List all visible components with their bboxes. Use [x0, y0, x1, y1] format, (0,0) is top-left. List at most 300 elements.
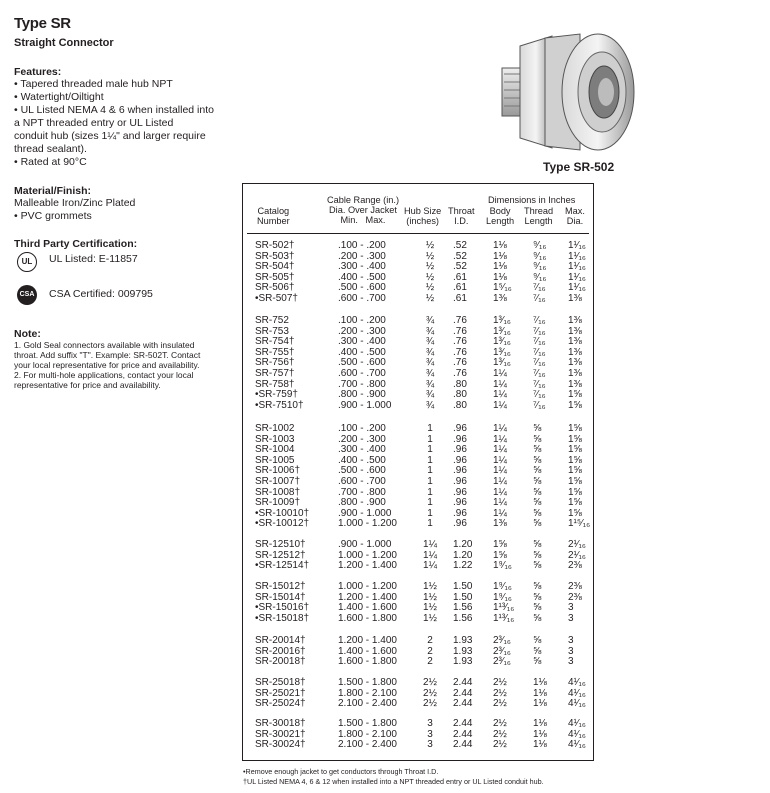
catalog-number-cell: SR-1007† — [255, 476, 301, 487]
body-length-cell: 1⁵⁄₁₆ — [493, 282, 512, 294]
catalog-number-cell: SR-1009† — [255, 497, 301, 509]
max-dia-cell: 1⅝ — [568, 507, 582, 519]
csa-certification — [17, 285, 153, 305]
catalog-number-cell: SR-20018† — [255, 656, 306, 668]
thread-length-cell: ⁷⁄₁₆ — [533, 357, 546, 369]
thread-length-cell: ⅝ — [533, 433, 542, 445]
throat-id-cell: 1.93 — [453, 656, 473, 668]
cable-range-cell: .100 - .200 — [338, 423, 386, 434]
thread-length-cell: ⅝ — [533, 497, 542, 509]
throat-id-cell: 2.44 — [453, 677, 473, 688]
feature-line: • Tapered threaded male hub NPT — [14, 78, 173, 90]
cable-range-cell: .600 - .700 — [338, 293, 386, 304]
body-length-cell: 1⅜ — [493, 518, 507, 530]
thread-length-cell: 1⅛ — [533, 687, 547, 699]
throat-id-cell: .96 — [453, 433, 467, 445]
table-row — [243, 316, 593, 327]
cable-range-cell: .400 - .500 — [338, 454, 386, 466]
thread-length-cell: ⅝ — [533, 476, 542, 487]
catalog-number-cell: SR-752 — [255, 315, 289, 326]
hub-size-cell: 1 — [427, 497, 433, 509]
throat-id-cell: 1.50 — [453, 581, 473, 592]
hub-size-cell: 1½ — [423, 612, 437, 624]
max-dia-cell: 3 — [568, 602, 574, 614]
catalog-number-cell: SR-12510† — [255, 539, 306, 550]
max-dia-cell: 4¹⁄₁₆ — [568, 687, 586, 699]
throat-id-cell: .76 — [453, 357, 467, 369]
throat-id-cell: .96 — [453, 476, 467, 487]
hub-size-cell: 2½ — [423, 677, 437, 688]
table-row — [243, 740, 593, 751]
hub-size-cell: ½ — [425, 271, 435, 283]
throat-id-cell: 1.20 — [453, 539, 473, 550]
body-length-cell: 1³⁄₁₆ — [493, 336, 511, 348]
max-dia-cell: 1¹⁄₁₆ — [568, 282, 586, 294]
note-line: your local representative for price and availability. — [14, 360, 200, 370]
body-length-cell: 1¼ — [493, 486, 507, 498]
note-list — [14, 340, 239, 390]
note-line: throat. Add suffix "T". Example: SR-502T. Contact — [14, 350, 201, 360]
thread-length-cell: ⁷⁄₁₆ — [533, 282, 546, 294]
max-dia-cell: 1⅝ — [568, 399, 582, 411]
body-length-cell: 1⁹⁄₁₆ — [493, 581, 512, 592]
cable-range-cell: .100 - .200 — [338, 240, 386, 251]
cable-range-cell: 1.200 - 1.400 — [338, 591, 397, 603]
table-row — [243, 699, 593, 710]
body-length-cell: 1⅝ — [493, 549, 507, 561]
throat-id-cell: .80 — [453, 378, 467, 390]
hub-size-cell: 1¼ — [423, 549, 437, 561]
body-length-cell: 1⁹⁄₁₆ — [493, 560, 512, 572]
throat-id-cell: .61 — [453, 271, 467, 283]
max-dia-cell: 1⅝ — [568, 486, 582, 498]
max-dia-cell: 4¹⁄₁₆ — [568, 698, 586, 710]
table-row — [243, 294, 593, 305]
max-dia-cell: 1⅜ — [568, 336, 582, 348]
body-length-cell: 1³⁄₁₆ — [493, 346, 511, 358]
table-row — [243, 582, 593, 593]
body-length-cell: 1¼ — [493, 454, 507, 466]
feature-line: thread sealant). — [14, 143, 87, 155]
table-row — [243, 519, 593, 530]
throat-id-cell: .52 — [453, 250, 467, 262]
throat-id-cell: 2.44 — [453, 718, 473, 729]
catalog-number-cell: SR-30021† — [255, 728, 306, 740]
max-dia-cell: 1⅜ — [568, 368, 582, 379]
catalog-number-cell: SR-30024† — [255, 739, 306, 751]
catalog-number-cell: •SR-15016† — [255, 602, 310, 614]
thread-length-cell: ⅝ — [533, 444, 542, 456]
hub-size-cell: 1 — [427, 476, 433, 487]
hub-size-cell: ½ — [425, 293, 435, 304]
max-dia-cell: 1⅝ — [568, 476, 582, 487]
cable-range-cell: 1.800 - 2.100 — [338, 687, 397, 699]
thread-length-cell: 1⅛ — [533, 728, 547, 740]
body-length-cell: 1¼ — [493, 389, 507, 401]
max-dia-cell: 2⅜ — [568, 591, 582, 603]
hub-size-cell: ¾ — [425, 389, 435, 401]
throat-id-cell: .52 — [453, 240, 467, 251]
body-length-cell: 2½ — [493, 698, 507, 710]
hub-size-cell: ¾ — [425, 357, 435, 369]
max-dia-cell: 1⅜ — [568, 315, 582, 326]
throat-id-cell: .76 — [453, 368, 467, 379]
cable-range-cell: 1.600 - 1.800 — [338, 612, 397, 624]
body-length-cell: 1³⁄₁₆ — [493, 357, 511, 369]
throat-id-cell: .80 — [453, 389, 467, 401]
thread-length-cell: 1⅛ — [533, 677, 547, 688]
hub-size-cell: ½ — [425, 240, 435, 251]
catalog-number-cell: •SR-7510† — [255, 399, 304, 411]
hub-size-cell: 3 — [427, 739, 433, 751]
thread-length-cell: ⅝ — [533, 560, 542, 572]
thread-length-cell: ⅝ — [533, 518, 542, 530]
thread-length-cell: ⁷⁄₁₆ — [533, 293, 546, 304]
catalog-number-cell: SR-1004 — [255, 444, 295, 456]
thread-length-cell: 1⅛ — [533, 718, 547, 729]
header-hub-size: Hub Size (inches) — [404, 206, 442, 226]
hub-size-cell: 1 — [427, 518, 433, 530]
hub-size-cell: ½ — [425, 282, 435, 294]
max-dia-cell: 1¹⁄₁₆ — [568, 250, 586, 262]
thread-length-cell: ⅝ — [533, 486, 542, 498]
catalog-number-cell: SR-15014† — [255, 591, 306, 603]
catalog-number-cell: SR-1006† — [255, 465, 301, 477]
body-length-cell: 2½ — [493, 739, 507, 751]
hub-size-cell: ½ — [425, 261, 435, 273]
body-length-cell: 2½ — [493, 677, 507, 688]
thread-length-cell: 1⅛ — [533, 698, 547, 710]
throat-id-cell: .96 — [453, 465, 467, 477]
cable-range-cell: 1.000 - 1.200 — [338, 549, 397, 561]
catalog-number-cell: SR-504† — [255, 261, 295, 273]
max-dia-cell: 4¹⁄₁₆ — [568, 739, 586, 751]
body-length-cell: 1¼ — [493, 476, 507, 487]
throat-id-cell: 1.20 — [453, 549, 473, 561]
throat-id-cell: 2.44 — [453, 687, 473, 699]
hub-size-cell: 1 — [427, 423, 433, 434]
note-line: representative for price and availability. — [14, 380, 161, 390]
throat-id-cell: .61 — [453, 293, 467, 304]
catalog-number-cell: •SR-10010† — [255, 507, 310, 519]
max-dia-cell: 1⅜ — [568, 346, 582, 358]
throat-id-cell: .96 — [453, 454, 467, 466]
feature-line: • UL Listed NEMA 4 & 6 when installed into — [14, 104, 214, 116]
max-dia-cell: 1⅝ — [568, 433, 582, 445]
table-row — [243, 719, 593, 730]
table-row — [243, 678, 593, 689]
hub-size-cell: 1½ — [423, 602, 437, 614]
cable-range-cell: .700 - .800 — [338, 378, 386, 390]
max-dia-cell: 4¹⁄₁₆ — [568, 728, 586, 740]
throat-id-cell: .96 — [453, 518, 467, 530]
body-length-cell: 2½ — [493, 718, 507, 729]
feature-line: • Rated at 90°C — [14, 156, 87, 168]
cable-range-cell: .200 - .300 — [338, 433, 386, 445]
page-title: Type SR — [14, 15, 71, 32]
throat-id-cell: 1.22 — [453, 560, 473, 572]
features-list — [14, 78, 239, 169]
feature-line: conduit hub (sizes 1¼" and larger require — [14, 130, 206, 142]
thread-length-cell: ⅝ — [533, 423, 542, 434]
catalog-number-cell: SR-1002 — [255, 423, 295, 434]
max-dia-cell: 4¹⁄₁₆ — [568, 718, 586, 729]
max-dia-cell: 2¹⁄₁₆ — [568, 549, 586, 561]
header-body-length: Body Length — [486, 206, 515, 226]
csa-logo-icon: CSA — [17, 285, 37, 305]
body-length-cell: 1⅛ — [493, 250, 507, 262]
throat-id-cell: 2.44 — [453, 739, 473, 751]
thread-length-cell: ⅝ — [533, 591, 542, 603]
max-dia-cell: 1⅜ — [568, 293, 582, 304]
body-length-cell: 1⅛ — [493, 271, 507, 283]
hub-size-cell: ¾ — [425, 378, 435, 390]
material-line: • PVC grommets — [14, 210, 92, 222]
catalog-number-cell: SR-20016† — [255, 645, 306, 657]
cable-range-cell: 1.800 - 2.100 — [338, 728, 397, 740]
thread-length-cell: ⁷⁄₁₆ — [533, 346, 546, 358]
catalog-number-cell: SR-506† — [255, 282, 295, 294]
cable-range-cell: .600 - .700 — [338, 368, 386, 379]
max-dia-cell: 1¹⁄₁₆ — [568, 240, 586, 251]
hub-size-cell: 1 — [427, 444, 433, 456]
thread-length-cell: 1⅛ — [533, 739, 547, 751]
hub-size-cell: 1 — [427, 465, 433, 477]
table-row — [243, 540, 593, 551]
cable-range-cell: .600 - .700 — [338, 476, 386, 487]
body-length-cell: 1¼ — [493, 465, 507, 477]
body-length-cell: 1³⁄₁₆ — [493, 315, 511, 326]
table-row — [243, 561, 593, 572]
thread-length-cell: ⅝ — [533, 645, 542, 657]
thread-length-cell: ⅝ — [533, 581, 542, 592]
cable-range-cell: .400 - .500 — [338, 271, 386, 283]
throat-id-cell: .96 — [453, 486, 467, 498]
catalog-number-cell: •SR-507† — [255, 293, 298, 304]
body-length-cell: 1¼ — [493, 399, 507, 411]
catalog-number-cell: SR-25021† — [255, 687, 306, 699]
throat-id-cell: .76 — [453, 346, 467, 358]
throat-id-cell: .96 — [453, 444, 467, 456]
cable-range-cell: .100 - .200 — [338, 315, 386, 326]
body-length-cell: 1¹³⁄₁₆ — [493, 602, 515, 614]
header-dimensions: Dimensions in Inches — [488, 195, 576, 205]
throat-id-cell: 1.93 — [453, 645, 473, 657]
hub-size-cell: 1¼ — [423, 539, 437, 550]
table-row — [243, 657, 593, 668]
catalog-number-cell: •SR-15018† — [255, 612, 310, 624]
csa-certified-text: CSA Certified: 009795 — [49, 288, 153, 300]
max-dia-cell: 1¹⁵⁄₁₆ — [568, 518, 591, 530]
max-dia-cell: 1¹⁄₁₆ — [568, 271, 586, 283]
body-length-cell: 2³⁄₁₆ — [493, 645, 511, 657]
header-thread-length: Thread Length — [524, 206, 554, 226]
catalog-number-cell: SR-502† — [255, 240, 295, 251]
thread-length-cell: ⁹⁄₁₆ — [533, 271, 547, 283]
body-length-cell: 1¼ — [493, 444, 507, 456]
body-length-cell: 1¼ — [493, 497, 507, 509]
cable-range-cell: .500 - .600 — [338, 357, 386, 369]
material-line: Malleable Iron/Zinc Plated — [14, 197, 136, 209]
hub-size-cell: 3 — [427, 728, 433, 740]
max-dia-cell: 1⅝ — [568, 497, 582, 509]
ul-listed-text: UL Listed: E-11857 — [49, 253, 138, 265]
hub-size-cell: 1 — [427, 486, 433, 498]
max-dia-cell: 3 — [568, 656, 574, 668]
cable-range-cell: .200 - .300 — [338, 325, 386, 337]
cable-range-cell: 1.500 - 1.800 — [338, 718, 397, 729]
catalog-number-cell: SR-12512† — [255, 549, 306, 561]
cable-range-cell: .500 - .600 — [338, 465, 386, 477]
note-heading: Note: — [14, 328, 41, 340]
catalog-number-cell: SR-15012† — [255, 581, 306, 592]
catalog-number-cell: SR-757† — [255, 368, 295, 379]
product-caption: Type SR-502 — [543, 160, 615, 174]
material-heading: Material/Finish: — [14, 185, 92, 197]
throat-id-cell: 1.93 — [453, 635, 473, 646]
cable-range-cell: .300 - .400 — [338, 261, 386, 273]
thread-length-cell: ⁷⁄₁₆ — [533, 315, 546, 326]
hub-size-cell: 2 — [427, 656, 433, 668]
max-dia-cell: 1⅝ — [568, 465, 582, 477]
body-length-cell: 1¼ — [493, 378, 507, 390]
ul-certification — [17, 252, 138, 272]
cable-range-cell: 2.100 - 2.400 — [338, 739, 397, 751]
hub-size-cell: 2 — [427, 645, 433, 657]
max-dia-cell: 1⅝ — [568, 389, 582, 401]
cable-range-cell: .900 - 1.000 — [338, 539, 392, 550]
throat-id-cell: .76 — [453, 325, 467, 337]
throat-id-cell: 2.44 — [453, 698, 473, 710]
hub-size-cell: 3 — [427, 718, 433, 729]
thread-length-cell: ⁹⁄₁₆ — [533, 250, 547, 262]
body-length-cell: 2½ — [493, 687, 507, 699]
cable-range-cell: 1.000 - 1.200 — [338, 518, 397, 530]
body-length-cell: 1¹³⁄₁₆ — [493, 612, 515, 624]
hub-size-cell: 1 — [427, 433, 433, 445]
catalog-number-cell: SR-30018† — [255, 718, 306, 729]
thread-length-cell: ⅝ — [533, 549, 542, 561]
throat-id-cell: .96 — [453, 423, 467, 434]
thread-length-cell: ⁷⁄₁₆ — [533, 336, 546, 348]
cable-range-cell: .300 - .400 — [338, 444, 386, 456]
max-dia-cell: 3 — [568, 635, 574, 646]
catalog-number-cell: •SR-12514† — [255, 560, 310, 572]
thread-length-cell: ⅝ — [533, 507, 542, 519]
body-length-cell: 2³⁄₁₆ — [493, 656, 511, 668]
cable-range-cell: 2.100 - 2.400 — [338, 698, 397, 710]
throat-id-cell: .96 — [453, 497, 467, 509]
hub-size-cell: 2 — [427, 635, 433, 646]
catalog-number-cell: SR-25024† — [255, 698, 306, 710]
body-length-cell: 1¼ — [493, 507, 507, 519]
cable-range-cell: .700 - .800 — [338, 486, 386, 498]
catalog-number-cell: SR-1003 — [255, 433, 295, 445]
max-dia-cell: 2⅜ — [568, 560, 582, 572]
cable-range-cell: .300 - .400 — [338, 336, 386, 348]
note-line: 1. Gold Seal connectors available with insulated — [14, 340, 195, 350]
thread-length-cell: ⁷⁄₁₆ — [533, 389, 546, 401]
thread-length-cell: ⁷⁄₁₆ — [533, 325, 546, 337]
features-heading: Features: — [14, 66, 62, 78]
throat-id-cell: .61 — [453, 282, 467, 294]
thread-length-cell: ⅝ — [533, 656, 542, 668]
body-length-cell: 1⅛ — [493, 261, 507, 273]
throat-id-cell: .52 — [453, 261, 467, 273]
footnote-jacket: •Remove enough jacket to get conductors through Throat I.D. — [243, 767, 439, 776]
max-dia-cell: 1⅝ — [568, 423, 582, 434]
table-row — [243, 477, 593, 488]
thread-length-cell: ⁷⁄₁₆ — [533, 378, 546, 390]
hub-size-cell: 1¼ — [423, 560, 437, 572]
hub-size-cell: ¾ — [425, 346, 435, 358]
hub-size-cell: 1½ — [423, 581, 437, 592]
connector-product-image — [490, 28, 640, 158]
catalog-number-cell: SR-503† — [255, 250, 295, 262]
max-dia-cell: 1⅝ — [568, 454, 582, 466]
thread-length-cell: ⅝ — [533, 612, 542, 624]
thread-length-cell: ⅝ — [533, 602, 542, 614]
hub-size-cell: ¾ — [425, 368, 435, 379]
max-dia-cell: 4¹⁄₁₆ — [568, 677, 586, 688]
cable-range-cell: .900 - 1.000 — [338, 507, 392, 519]
max-dia-cell: 1⅜ — [568, 378, 582, 390]
cable-range-cell: .400 - .500 — [338, 346, 386, 358]
throat-id-cell: 1.56 — [453, 602, 473, 614]
certification-heading: Third Party Certification: — [14, 238, 138, 250]
throat-id-cell: 1.56 — [453, 612, 473, 624]
max-dia-cell: 1⅜ — [568, 325, 582, 337]
cable-range-cell: 1.000 - 1.200 — [338, 581, 397, 592]
throat-id-cell: .96 — [453, 507, 467, 519]
page-subtitle: Straight Connector — [14, 37, 114, 49]
cable-range-cell: 1.200 - 1.400 — [338, 560, 397, 572]
cable-range-cell: .200 - .300 — [338, 250, 386, 262]
hub-size-cell: 2½ — [423, 698, 437, 710]
body-length-cell: 1¼ — [493, 433, 507, 445]
body-length-cell: 1⅝ — [493, 539, 507, 550]
thread-length-cell: ⅝ — [533, 539, 542, 550]
ul-logo-icon: UL — [17, 252, 37, 272]
body-length-cell: 2½ — [493, 728, 507, 740]
body-length-cell: 1⁹⁄₁₆ — [493, 591, 512, 603]
thread-length-cell: ⅝ — [533, 635, 542, 646]
catalog-number-cell: SR-758† — [255, 378, 295, 390]
cable-range-cell: 1.600 - 1.800 — [338, 656, 397, 668]
hub-size-cell: ½ — [425, 250, 435, 262]
cable-range-cell: 1.200 - 1.400 — [338, 635, 397, 646]
body-length-cell: 1¼ — [493, 423, 507, 434]
header-throat: Throat I.D. — [448, 206, 475, 226]
catalog-number-cell: SR-20014† — [255, 635, 306, 646]
throat-id-cell: 2.44 — [453, 728, 473, 740]
catalog-number-cell: •SR-759† — [255, 389, 298, 401]
hub-size-cell: 2½ — [423, 687, 437, 699]
cable-range-cell: .900 - 1.000 — [338, 399, 392, 411]
specifications-table — [242, 183, 594, 761]
catalog-number-cell: •SR-10012† — [255, 518, 310, 530]
table-row — [243, 241, 593, 252]
hub-size-cell: ¾ — [425, 336, 435, 348]
material-list — [14, 197, 135, 223]
catalog-number-cell: SR-753 — [255, 325, 289, 337]
cable-range-cell: 1.500 - 1.800 — [338, 677, 397, 688]
max-dia-cell: 2¹⁄₁₆ — [568, 539, 586, 550]
max-dia-cell: 1¹⁄₁₆ — [568, 261, 586, 273]
note-line: 2. For multi-hole applications, contact your local — [14, 370, 194, 380]
body-length-cell: 1⅛ — [493, 240, 507, 251]
catalog-number-cell: SR-1005 — [255, 454, 295, 466]
